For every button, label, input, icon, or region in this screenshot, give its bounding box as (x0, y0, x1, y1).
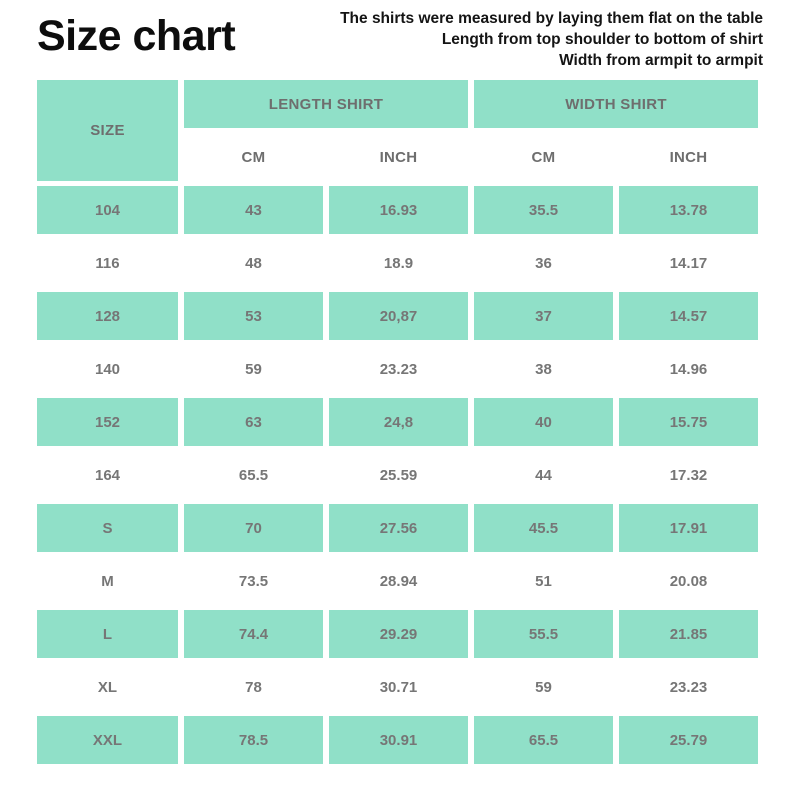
width-inch-cell: 17.91 (619, 504, 758, 552)
measurement-notes (340, 8, 763, 71)
width-inch-header: INCH (619, 133, 758, 181)
length-cm-cell: 59 (184, 345, 323, 393)
table-row (37, 345, 758, 393)
size-cell: 104 (37, 186, 178, 234)
length-cm-cell: 65.5 (184, 451, 323, 499)
length-cm-cell: 78 (184, 663, 323, 711)
size-cell: XL (37, 663, 178, 711)
width-inch-cell: 13.78 (619, 186, 758, 234)
page-title: Size chart (37, 12, 236, 60)
width-inch-cell: 14.96 (619, 345, 758, 393)
length-inch-cell: 23.23 (329, 345, 468, 393)
size-cell: L (37, 610, 178, 658)
length-cm-cell: 70 (184, 504, 323, 552)
width-cm-cell: 59 (474, 663, 613, 711)
width-inch-cell: 15.75 (619, 398, 758, 446)
width-inch-cell: 23.23 (619, 663, 758, 711)
width-cm-cell: 38 (474, 345, 613, 393)
length-cm-cell: 43 (184, 186, 323, 234)
table-row (37, 451, 758, 499)
size-cell: 164 (37, 451, 178, 499)
table-row (37, 292, 758, 340)
size-column-header: SIZE (37, 80, 178, 181)
table-row (37, 610, 758, 658)
size-chart-table (31, 75, 764, 769)
width-inch-cell: 14.17 (619, 239, 758, 287)
width-shirt-header: WIDTH SHIRT (474, 80, 758, 128)
length-inch-cell: 20,87 (329, 292, 468, 340)
width-inch-cell: 25.79 (619, 716, 758, 764)
width-cm-cell: 36 (474, 239, 613, 287)
size-cell: S (37, 504, 178, 552)
width-inch-cell: 20.08 (619, 557, 758, 605)
width-cm-cell: 35.5 (474, 186, 613, 234)
width-inch-cell: 21.85 (619, 610, 758, 658)
note-line-3: Width from armpit to armpit (559, 52, 763, 69)
length-cm-cell: 74.4 (184, 610, 323, 658)
table-row (37, 504, 758, 552)
length-inch-cell: 30.71 (329, 663, 468, 711)
width-cm-cell: 65.5 (474, 716, 613, 764)
width-cm-cell: 37 (474, 292, 613, 340)
size-cell: 116 (37, 239, 178, 287)
table-row (37, 186, 758, 234)
size-cell: 140 (37, 345, 178, 393)
length-cm-cell: 73.5 (184, 557, 323, 605)
length-cm-cell: 48 (184, 239, 323, 287)
length-inch-cell: 30.91 (329, 716, 468, 764)
table-row (37, 663, 758, 711)
length-inch-cell: 29.29 (329, 610, 468, 658)
size-cell: XXL (37, 716, 178, 764)
width-cm-cell: 40 (474, 398, 613, 446)
length-inch-cell: 27.56 (329, 504, 468, 552)
table-row (37, 557, 758, 605)
length-inch-header: INCH (329, 133, 468, 181)
length-cm-cell: 78.5 (184, 716, 323, 764)
width-cm-cell: 45.5 (474, 504, 613, 552)
length-cm-cell: 53 (184, 292, 323, 340)
note-line-2: Length from top shoulder to bottom of shirt (441, 31, 763, 48)
size-cell: 128 (37, 292, 178, 340)
table-row (37, 398, 758, 446)
width-cm-cell: 51 (474, 557, 613, 605)
width-cm-header: CM (474, 133, 613, 181)
table-row (37, 716, 758, 764)
width-cm-cell: 55.5 (474, 610, 613, 658)
length-inch-cell: 28.94 (329, 557, 468, 605)
note-line-1: The shirts were measured by laying them flat on the table (340, 10, 763, 27)
width-inch-cell: 14.57 (619, 292, 758, 340)
table-header-row (37, 80, 758, 128)
length-cm-header: CM (184, 133, 323, 181)
length-inch-cell: 18.9 (329, 239, 468, 287)
table-row (37, 239, 758, 287)
length-inch-cell: 25.59 (329, 451, 468, 499)
size-cell: 152 (37, 398, 178, 446)
width-cm-cell: 44 (474, 451, 613, 499)
size-cell: M (37, 557, 178, 605)
length-cm-cell: 63 (184, 398, 323, 446)
width-inch-cell: 17.32 (619, 451, 758, 499)
length-inch-cell: 24,8 (329, 398, 468, 446)
length-shirt-header: LENGTH SHIRT (184, 80, 468, 128)
length-inch-cell: 16.93 (329, 186, 468, 234)
